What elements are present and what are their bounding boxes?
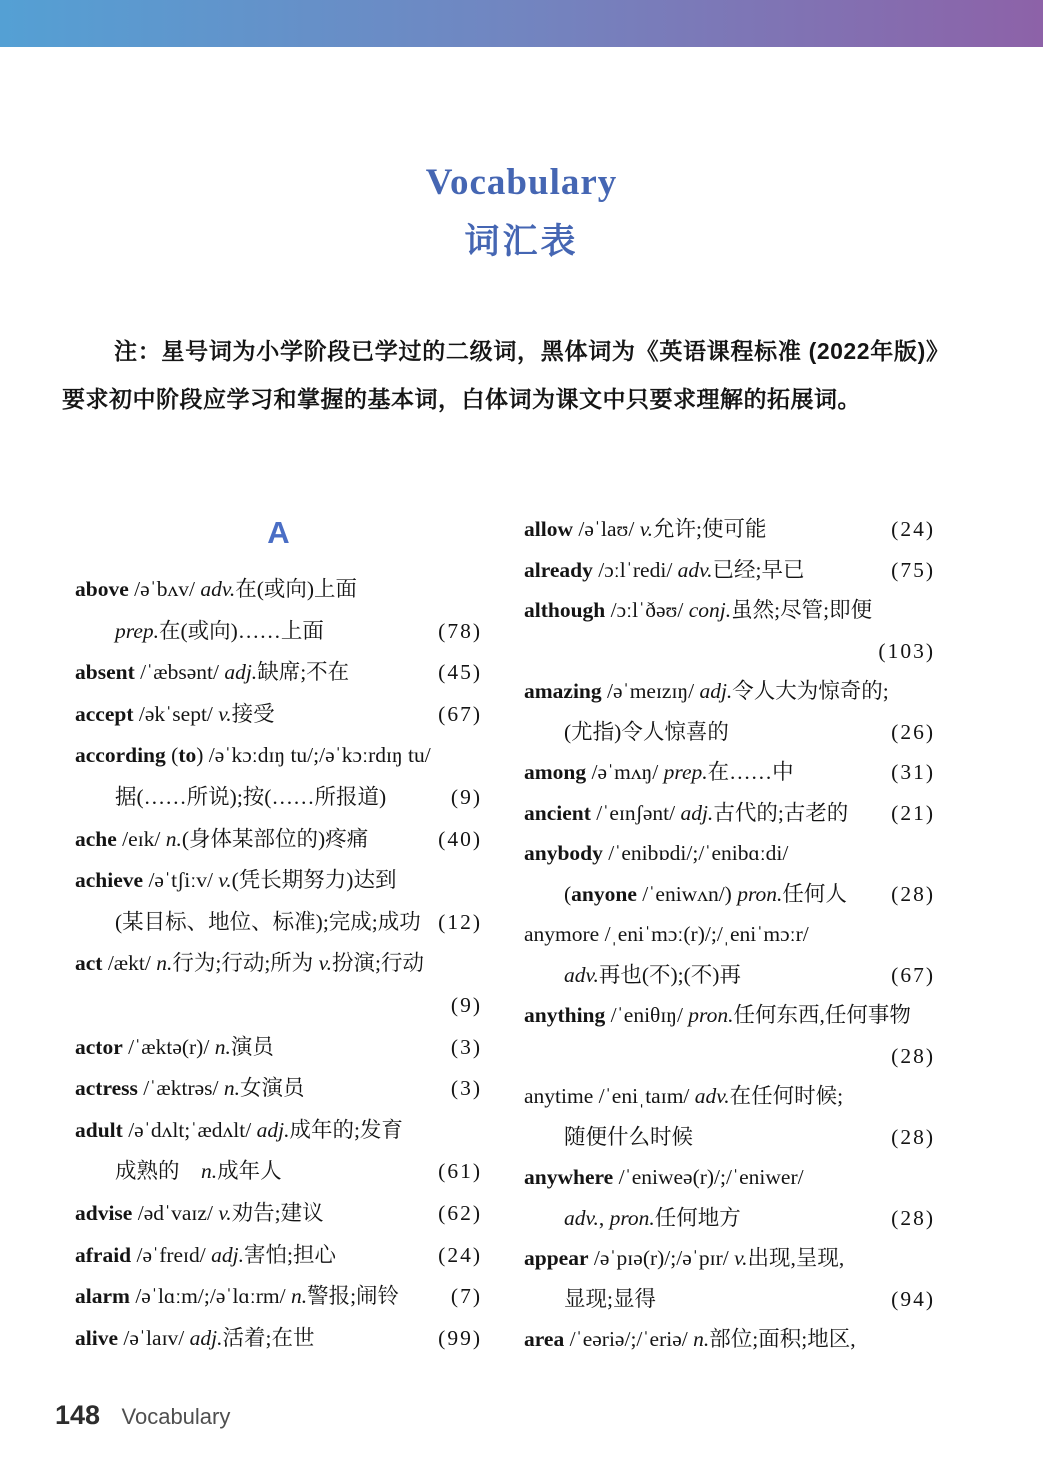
gloss-zh: (凭长期努力)达到 xyxy=(231,868,397,893)
pos-label: v. xyxy=(218,701,232,726)
gloss-zh: 接受 xyxy=(231,701,275,726)
vocab-column-left xyxy=(75,512,482,1359)
phonetic: /əˈpɪə(r)/;/əˈpɪr/ xyxy=(588,1246,735,1270)
page-ref: (24) xyxy=(438,1242,482,1267)
gloss-zh: 成年的;发育 xyxy=(289,1117,403,1142)
pos-label: conj. xyxy=(688,598,732,622)
gloss-zh: 活着;在世 xyxy=(222,1325,315,1350)
page-ref: (24) xyxy=(891,517,935,541)
vocab-line xyxy=(75,1235,482,1277)
page-ref: (21) xyxy=(891,800,935,825)
gloss-zh: 警报;闹铃 xyxy=(307,1284,400,1309)
page-ref: (75) xyxy=(891,557,935,582)
vocab-line xyxy=(75,1318,482,1360)
headword: ancient xyxy=(524,800,591,825)
pos-label: pron. xyxy=(609,1205,655,1230)
gloss-zh: 部位;面积;地区, xyxy=(709,1327,856,1351)
pos-label: v. xyxy=(639,517,654,541)
headword-light: anytime xyxy=(524,1084,594,1108)
phonetic: /əˈfreɪd/ xyxy=(131,1242,212,1267)
page-ref: (67) xyxy=(891,962,935,987)
vocab-line xyxy=(524,995,935,1036)
pos-label: v. xyxy=(218,868,232,893)
page-ref: (3) xyxy=(450,1034,482,1059)
pos-label: adj. xyxy=(256,1117,290,1142)
page-ref: (3) xyxy=(450,1076,482,1101)
phonetic: /əˈdʌlt;ˈædʌlt/ xyxy=(122,1117,257,1142)
page-footer xyxy=(55,1400,230,1431)
gloss-zh: 行为;行动;所为 xyxy=(172,951,319,976)
pos-label: v. xyxy=(318,951,332,976)
page-ref: (28) xyxy=(891,1043,935,1068)
phonetic: /ɔːlˈredi/ xyxy=(592,557,678,582)
phonetic: /əˈbʌv/ xyxy=(128,577,201,601)
page-ref: (62) xyxy=(438,1200,482,1225)
headword: among xyxy=(524,760,587,784)
phonetic: /eɪk/ xyxy=(116,826,166,851)
pos-label: adj. xyxy=(224,660,258,685)
page-ref: (7) xyxy=(450,1284,482,1309)
footer-page-number: 148 xyxy=(55,1400,101,1430)
headword: according xyxy=(75,743,166,768)
headword: anybody xyxy=(524,841,603,865)
gloss-zh: 允许;使可能 xyxy=(653,517,767,541)
gloss-zh: (某目标、地位、标准);完成;成功 xyxy=(115,909,421,934)
headword: appear xyxy=(524,1246,589,1270)
vocab-line xyxy=(524,671,935,712)
vocab-line xyxy=(524,631,935,672)
vocab-line xyxy=(524,955,935,996)
pos-label: adj. xyxy=(680,800,714,825)
gloss-zh: (尤指)令人惊喜的 xyxy=(564,719,729,744)
headword: advise xyxy=(75,1200,133,1225)
page-ref: (28) xyxy=(891,1205,935,1230)
phonetic: /ədˈvaɪz/ xyxy=(132,1200,219,1225)
vocab-line xyxy=(75,819,482,861)
gloss-zh: 已经;早已 xyxy=(712,557,805,582)
gloss-zh: 令人大为惊奇的; xyxy=(732,679,889,703)
vocab-line xyxy=(75,694,482,736)
gloss-zh: 据(……所说);按(……所报道) xyxy=(115,784,387,809)
pos-label: prep. xyxy=(115,618,159,643)
gloss-zh: 再也(不);(不)再 xyxy=(598,962,741,987)
phonetic: /əˈmeɪzɪŋ/ xyxy=(601,679,700,703)
vocab-line xyxy=(524,833,935,874)
phonetic: /ˈeniˌtaɪm/ xyxy=(593,1084,695,1108)
headword: actress xyxy=(75,1076,138,1101)
phonetic: /əˈtʃiːv/ xyxy=(143,868,219,893)
headword: actor xyxy=(75,1034,123,1059)
vocab-line xyxy=(75,1193,482,1235)
headword: adult xyxy=(75,1117,123,1142)
vocab-line xyxy=(75,611,482,653)
vocab-line xyxy=(75,1276,482,1318)
vocab-line xyxy=(75,985,482,1027)
phonetic: /əˈlɑːm/;/əˈlɑːrm/ xyxy=(129,1284,291,1309)
headword-light: anymore xyxy=(524,922,600,946)
vocab-line xyxy=(75,860,482,902)
page-ref: (9) xyxy=(450,784,482,809)
headword: act xyxy=(75,951,103,976)
phonetic: /əˈlaɪv/ xyxy=(118,1325,190,1350)
headword: anything xyxy=(524,1003,606,1027)
headword: achieve xyxy=(75,868,144,893)
phonetic: /ˈeɪnʃənt/ xyxy=(590,800,681,825)
header-gradient-bar xyxy=(0,0,1043,47)
pos-label: n. xyxy=(201,1159,218,1184)
gloss-zh: 劝告;建议 xyxy=(231,1200,324,1225)
vocab-line xyxy=(75,735,482,777)
pos-label: prep. xyxy=(663,760,708,784)
headword: although xyxy=(524,598,606,622)
vocab-line xyxy=(524,1157,935,1198)
vocab-line xyxy=(524,793,935,834)
vocab-line xyxy=(75,1151,482,1193)
phonetic: /ˈeniwʌn/) xyxy=(636,881,738,906)
vocab-line xyxy=(524,874,935,915)
vocab-line xyxy=(524,1319,935,1360)
vocab-line xyxy=(524,509,935,550)
headword: already xyxy=(524,557,593,582)
gloss-zh: 成年人 xyxy=(217,1159,282,1184)
gloss-zh: 在(或向)……上面 xyxy=(159,618,324,643)
pos-label: n. xyxy=(223,1076,241,1101)
phonetic: /ˈæktrəs/ xyxy=(137,1076,224,1101)
phonetic: /ækt/ xyxy=(102,951,157,976)
phonetic: ( xyxy=(165,743,179,768)
vocab-line xyxy=(524,590,935,631)
vocab-line xyxy=(75,652,482,694)
note-paragraph: 注：星号词为小学阶段已学过的二级词，黑体词为《英语课程标准 (2022年版)》要求初中阶段应学习和掌握的基本词，白体词为课文中只要求理解的拓展词。 xyxy=(62,338,938,412)
headword: alive xyxy=(75,1325,118,1350)
page-ref: (67) xyxy=(438,701,482,726)
pos-label: pron. xyxy=(688,1003,734,1027)
gloss-zh: 显现;显得 xyxy=(564,1286,656,1311)
vocab-line xyxy=(524,1036,935,1077)
page-ref: (12) xyxy=(438,909,482,934)
page-ref: (31) xyxy=(891,760,935,784)
headword: afraid xyxy=(75,1242,132,1267)
vocab-column-right xyxy=(524,509,935,1360)
pos-label: adv. xyxy=(677,557,713,582)
phonetic: /əˈmʌŋ/ xyxy=(586,760,664,784)
vocab-line xyxy=(524,914,935,955)
headword: accept xyxy=(75,701,134,726)
vocab-line xyxy=(75,1068,482,1110)
page-ref: (26) xyxy=(891,719,935,744)
pos-label: v. xyxy=(734,1246,748,1270)
vocab-line xyxy=(524,1279,935,1320)
headword: absent xyxy=(75,660,135,685)
page-ref: (40) xyxy=(438,826,482,851)
gloss-zh: 在……中 xyxy=(707,760,794,784)
footer-section-label: Vocabulary xyxy=(121,1404,231,1429)
page-ref: (45) xyxy=(438,660,482,685)
gloss-zh: 女演员 xyxy=(240,1076,305,1101)
gloss-zh: 任何东西,任何事物 xyxy=(733,1003,911,1027)
phonetic: /ˈæbsənt/ xyxy=(134,660,225,685)
pos-label: pron. xyxy=(737,881,783,906)
gloss-zh: 成熟的 xyxy=(115,1159,202,1184)
page-ref: (61) xyxy=(438,1159,482,1184)
phonetic: /əkˈsept/ xyxy=(133,701,219,726)
vocab-line xyxy=(75,902,482,944)
gloss-zh: 在任何时候; xyxy=(729,1084,844,1108)
vocab-line xyxy=(524,712,935,753)
vocab-line xyxy=(524,1076,935,1117)
phonetic: /ˈeniweə(r)/;/ˈeniwer/ xyxy=(613,1165,804,1189)
pos-label: n. xyxy=(693,1327,710,1351)
pos-label: n. xyxy=(214,1034,231,1059)
phonetic: /ˌeniˈmɔː(r)/;/ˌeniˈmɔːr/ xyxy=(599,922,809,946)
vocab-line xyxy=(524,1198,935,1239)
vocab-line xyxy=(75,1110,482,1152)
vocab-line xyxy=(524,1238,935,1279)
pos-label: n. xyxy=(290,1284,308,1309)
pos-label: adj. xyxy=(699,679,733,703)
page-title-en: Vocabulary xyxy=(425,162,618,203)
section-letter-a: A xyxy=(267,515,290,550)
gloss-zh: 出现,呈现, xyxy=(747,1246,845,1270)
phonetic: ) /əˈkɔːdɪŋ tu/;/əˈkɔːrdɪŋ tu/ xyxy=(196,743,431,768)
page-ref: (78) xyxy=(438,618,482,643)
gloss-zh: 虽然;尽管;即便 xyxy=(731,598,873,622)
gloss-zh: 古代的;古老的 xyxy=(713,800,849,825)
pos-label: n. xyxy=(165,826,182,851)
vocab-line xyxy=(75,569,482,611)
page-title-zh: 词汇表 xyxy=(464,222,579,261)
vocab-line xyxy=(524,550,935,591)
vocab-line xyxy=(75,1027,482,1069)
vocab-line xyxy=(524,752,935,793)
gloss-zh: 扮演;行动 xyxy=(332,951,424,976)
headword: above xyxy=(75,577,129,601)
vocab-line xyxy=(75,777,482,819)
headword: alarm xyxy=(75,1284,130,1309)
headword: area xyxy=(524,1327,565,1351)
gloss-zh: 缺席;不在 xyxy=(257,660,350,685)
gloss-zh: 任何人 xyxy=(782,881,847,906)
pos-label: adv. xyxy=(694,1084,730,1108)
pos-label: adv. xyxy=(200,577,236,601)
page-ref: (9) xyxy=(450,992,482,1017)
phonetic: /ɔːlˈðəʊ/ xyxy=(605,598,689,622)
headword: allow xyxy=(524,517,573,541)
phonetic: /ˈæktə(r)/ xyxy=(122,1034,215,1059)
page-ref: (28) xyxy=(891,881,935,906)
headword: amazing xyxy=(524,679,602,703)
pos-label: v. xyxy=(218,1200,232,1225)
page-ref: (99) xyxy=(438,1325,482,1350)
headword: ache xyxy=(75,826,117,851)
pos-label: adv. xyxy=(564,1205,599,1230)
headword: anywhere xyxy=(524,1165,614,1189)
phonetic: ( xyxy=(564,881,572,906)
phonetic: /əˈlaʊ/ xyxy=(572,517,640,541)
headword: to xyxy=(178,743,197,768)
headword: anyone xyxy=(571,881,637,906)
vocab-line xyxy=(75,943,482,985)
pos-label: adj. xyxy=(211,1242,244,1267)
page-ref: (28) xyxy=(891,1124,935,1149)
gloss-zh: (身体某部位的)疼痛 xyxy=(181,826,369,851)
vocab-line xyxy=(524,1117,935,1158)
gloss-zh: 在(或向)上面 xyxy=(235,577,358,601)
phonetic: /ˈenibɒdi/;/ˈenibɑːdi/ xyxy=(602,841,789,865)
pos-label: n. xyxy=(156,951,173,976)
gloss-zh: 害怕;担心 xyxy=(244,1242,336,1267)
phonetic: /ˈeəriə/;/ˈeriə/ xyxy=(564,1327,694,1351)
gloss-zh: 随便什么时候 xyxy=(564,1124,694,1149)
phonetic: , xyxy=(598,1205,610,1230)
phonetic: /ˈeniθɪŋ/ xyxy=(605,1003,689,1027)
pos-label: adj. xyxy=(189,1325,223,1350)
gloss-zh: 任何地方 xyxy=(654,1205,741,1230)
page-ref: (94) xyxy=(891,1286,935,1311)
page-ref: (103) xyxy=(878,638,935,663)
gloss-zh: 演员 xyxy=(230,1034,274,1059)
pos-label: adv. xyxy=(564,962,599,987)
